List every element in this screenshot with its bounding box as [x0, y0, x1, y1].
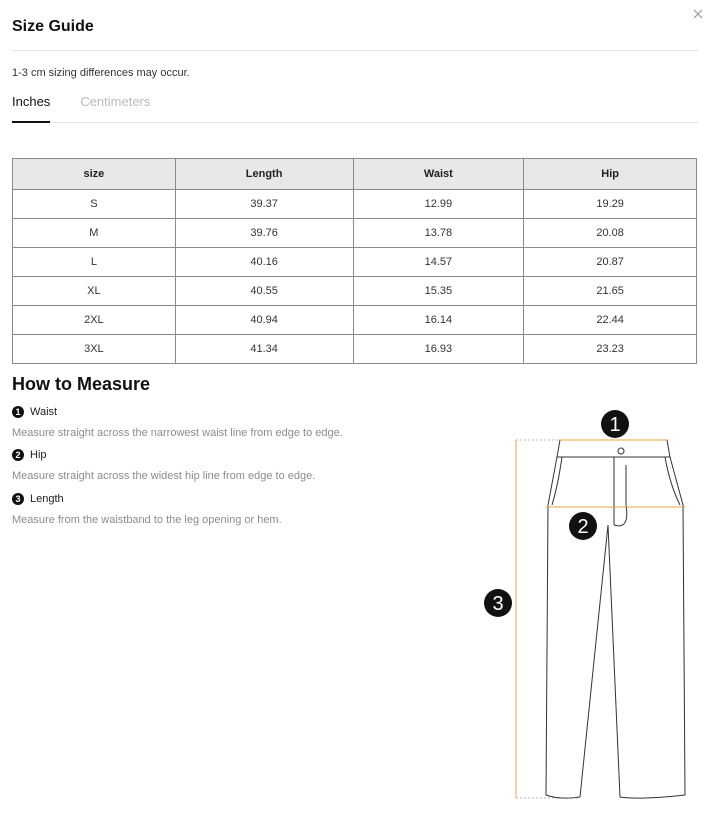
- unit-tabs: [12, 94, 698, 123]
- table-header-row: [13, 159, 697, 190]
- number-badge: 1: [12, 406, 24, 418]
- table-cell: S: [13, 190, 176, 219]
- table-cell: 39.37: [175, 190, 353, 219]
- table-cell: XL: [13, 277, 176, 306]
- marker-1: [601, 410, 629, 438]
- measure-description: Measure straight across the narrowest waist line from edge to edge.: [12, 427, 343, 439]
- table-cell: 3XL: [13, 335, 176, 364]
- measure-item-length: [12, 493, 282, 526]
- table-cell: 20.08: [524, 219, 697, 248]
- measure-item-hip: [12, 449, 315, 482]
- tab-centimeters[interactable]: Centimeters: [80, 94, 151, 109]
- table-cell: 22.44: [524, 306, 697, 335]
- table-cell: 16.14: [353, 306, 524, 335]
- svg-text:3: 3: [492, 593, 504, 615]
- number-badge: 2: [12, 449, 24, 461]
- column-header: Hip: [524, 159, 697, 190]
- column-header: Length: [175, 159, 353, 190]
- table-cell: 23.23: [524, 335, 697, 364]
- header-divider: [12, 50, 698, 51]
- table-cell: 41.34: [175, 335, 353, 364]
- table-cell: L: [13, 248, 176, 277]
- marker-3: [484, 589, 512, 617]
- size-table: [12, 158, 697, 364]
- column-header: Waist: [353, 159, 524, 190]
- pants-outline-icon: [546, 440, 685, 798]
- measure-description: Measure from the waistband to the leg opening or hem.: [12, 514, 282, 526]
- table-row: [13, 219, 697, 248]
- close-button[interactable]: [690, 6, 706, 22]
- table-row: [13, 277, 697, 306]
- table-cell: 16.93: [353, 335, 524, 364]
- sizing-note: 1-3 cm sizing differences may occur.: [12, 67, 190, 79]
- table-row: [13, 248, 697, 277]
- table-cell: 21.65: [524, 277, 697, 306]
- marker-2: [569, 512, 597, 540]
- table-cell: 40.55: [175, 277, 353, 306]
- tab-inches[interactable]: Inches: [12, 94, 50, 123]
- table-cell: 12.99: [353, 190, 524, 219]
- measure-name: Length: [30, 493, 64, 505]
- table-row: [13, 335, 697, 364]
- table-row: [13, 306, 697, 335]
- table-cell: 40.16: [175, 248, 353, 277]
- table-cell: 19.29: [524, 190, 697, 219]
- svg-text:1: 1: [609, 414, 621, 436]
- measure-item-waist: [12, 406, 343, 439]
- pants-diagram: [480, 405, 700, 805]
- svg-text:2: 2: [577, 516, 589, 538]
- measure-name: Waist: [30, 406, 58, 418]
- table-cell: 39.76: [175, 219, 353, 248]
- table-cell: 14.57: [353, 248, 524, 277]
- measure-description: Measure straight across the widest hip line from edge to edge.: [12, 470, 316, 482]
- table-cell: 13.78: [353, 219, 524, 248]
- measurement-lines: [516, 440, 685, 798]
- how-to-measure-title: How to Measure: [12, 374, 151, 394]
- table-cell: 40.94: [175, 306, 353, 335]
- table-row: [13, 190, 697, 219]
- close-icon: [690, 6, 706, 22]
- measure-name: Hip: [30, 449, 47, 461]
- number-badge: 3: [12, 493, 24, 505]
- column-header: size: [13, 159, 176, 190]
- table-cell: 2XL: [13, 306, 176, 335]
- table-cell: M: [13, 219, 176, 248]
- table-cell: 20.87: [524, 248, 697, 277]
- table-cell: 15.35: [353, 277, 524, 306]
- dialog-title: Size Guide: [12, 18, 94, 35]
